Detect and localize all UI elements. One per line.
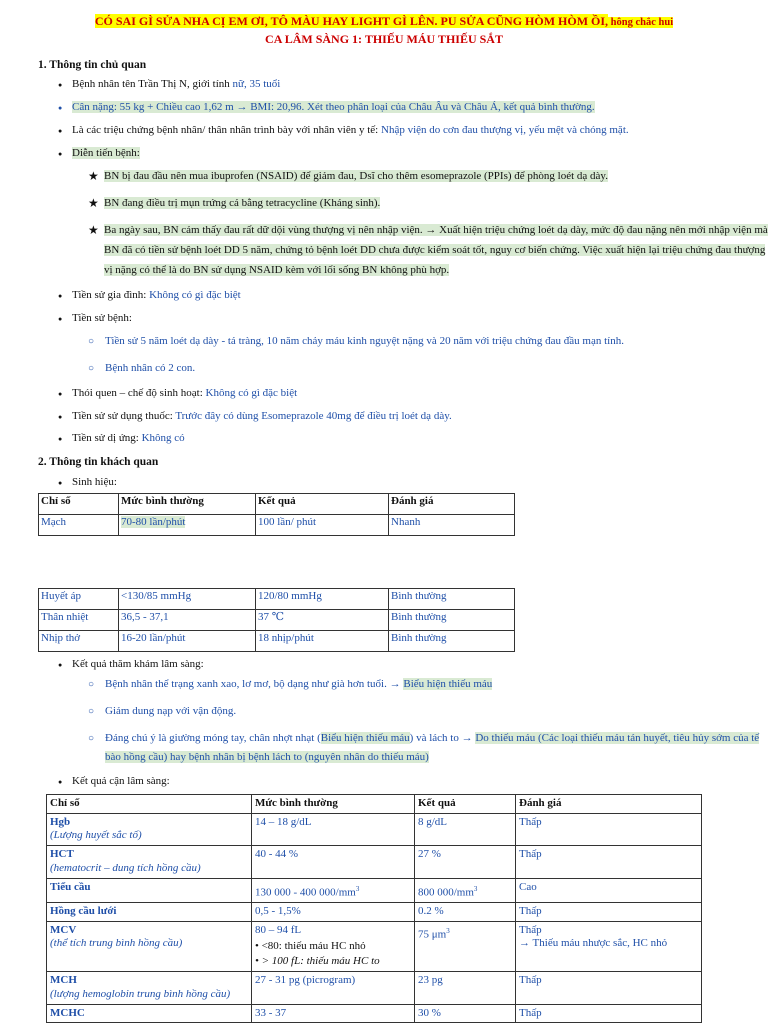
family-history-value: Không có gì đặc biệt xyxy=(149,289,241,302)
list-item xyxy=(88,702,768,721)
table-cell: 8 g/dL xyxy=(415,813,516,846)
header-line-1-tail: hông chắc hui xyxy=(608,17,674,28)
table-header-row xyxy=(39,494,515,515)
lab-desc: (hematocrit – dung tích hồng cầu) xyxy=(50,861,201,874)
finding-1: Bệnh nhân thể trạng xanh xao, lơ mơ, bộ dạng như già hơn tuổi. → xyxy=(105,678,404,690)
list-item xyxy=(58,289,768,303)
table-cell: 0.2 % xyxy=(415,902,516,921)
column-header: Đánh giá xyxy=(516,794,702,813)
medical-history-list xyxy=(72,332,768,378)
exam-list xyxy=(0,658,768,789)
history-item-1: Tiền sử 5 năm loét dạ dày - tá tràng, 10 năm chảy máu kinh nguyệt nặng và 20 năm với triệu chứng đau đầu mạn tính. xyxy=(105,334,624,347)
column-header: Kết quả xyxy=(256,494,389,515)
table-cell xyxy=(47,1004,252,1023)
table-cell xyxy=(415,921,516,972)
table-cell: Mạch xyxy=(39,515,119,536)
header-line-1-main: CÓ SAI GÌ SỬA NHA CỊ EM ƠI, TÔ MÀU HAY LIGHT GÌ LÊN. PU SỬA CŨNG HÒM HÒM ỒI, xyxy=(94,14,609,28)
column-header: Chỉ số xyxy=(39,494,119,515)
progress-item-2: BN đang điều trị mụn trứng cá bằng tetracycline (Kháng sinh). xyxy=(104,197,381,210)
lab-name: MCHC xyxy=(50,1006,85,1019)
vitals-label: Sinh hiệu: xyxy=(72,475,117,488)
finding-3-a: Đáng chú ý là giường móng tay, chân nhợt nhạt ( xyxy=(105,732,321,744)
family-history-label: Tiền sử gia đình: xyxy=(72,289,150,302)
lab-desc: (lượng hemoglobin trung bình hồng cầu) xyxy=(50,987,231,1000)
list-item xyxy=(88,359,768,378)
column-header: Chỉ số xyxy=(47,794,252,813)
table-cell xyxy=(252,878,415,902)
vitals-list xyxy=(0,476,768,490)
column-header: Kết quả xyxy=(415,794,516,813)
table-cell: Huyết áp xyxy=(39,589,119,610)
disease-progress-list xyxy=(72,166,768,280)
exam-label: Kết quả thăm khám lâm sàng: xyxy=(72,658,204,671)
habits-value: Không có gì đặc biệt xyxy=(205,386,298,399)
table-cell: 0,5 - 1,5% xyxy=(252,902,415,921)
finding-1-conclusion: Biểu hiện thiếu máu xyxy=(403,678,493,690)
history-item-2: Bệnh nhân có 2 con. xyxy=(105,361,196,374)
table-row xyxy=(47,846,702,879)
lab-desc: (Lượng huyết sắc tố) xyxy=(50,829,142,842)
list-item xyxy=(58,78,768,92)
table-cell: 27 - 31 pg (picrogram) xyxy=(252,972,415,1005)
allergy-value: Không có xyxy=(141,432,185,445)
case-title-text: CA LÂM SÀNG 1: THIẾU MÁU THIẾU SẮT xyxy=(265,32,503,46)
medical-history-label: Tiền sử bệnh: xyxy=(72,312,132,325)
table-cell: Bình thường xyxy=(389,610,515,631)
table-cell: Thấp xyxy=(516,813,702,846)
lab-name: MCV xyxy=(50,923,77,936)
table-cell: 16-20 lần/phút xyxy=(119,631,256,652)
table-cell: Thân nhiệt xyxy=(39,610,119,631)
table-cell: 33 - 37 xyxy=(252,1004,415,1023)
finding-2: Giảm dung nạp với vận động. xyxy=(105,705,237,717)
list-item xyxy=(58,387,768,401)
table-cell xyxy=(47,846,252,879)
table-row xyxy=(39,631,515,652)
table-cell: 27 % xyxy=(415,846,516,879)
exam-findings xyxy=(72,675,768,767)
table-row xyxy=(47,878,702,902)
table-cell: 120/80 mmHg xyxy=(256,589,389,610)
lab-desc: (thể tích trung bình hồng cầu) xyxy=(50,937,183,950)
table-cell xyxy=(415,878,516,902)
column-header: Mức bình thường xyxy=(252,794,415,813)
complaint-text: Nhập viện do cơn đau thượng vị, yếu mệt và chóng mặt. xyxy=(381,123,629,136)
table-cell: 36,5 - 37,1 xyxy=(119,610,256,631)
finding-3-e: (Các loại thiếu máu tán huyết, tiêu hủy sớm của tế bào hồng cầu) hay bệnh nhân bị bệnh lách to (nguyên nhân do thiếu máu) xyxy=(105,732,760,763)
range-value: 130 000 - 400 000/mm xyxy=(255,886,356,899)
list-item xyxy=(58,658,768,767)
column-header: Mức bình thường xyxy=(119,494,256,515)
bmi-text: Cân nặng: 55 kg + Chiều cao 1,62 m → BMI: 20,96. Xét theo phân loại của Châu Âu và Châu Á, kết quả bình thường. xyxy=(72,101,595,114)
table-cell: Nhịp thở xyxy=(39,631,119,652)
case-title xyxy=(0,32,768,50)
finding-3-b: Biểu hiện thiếu máu xyxy=(320,732,410,744)
table-row xyxy=(47,1004,702,1023)
result-exp: 3 xyxy=(446,926,450,935)
list-item xyxy=(58,147,768,281)
assessment: Thấp xyxy=(519,923,542,936)
table-cell xyxy=(119,515,256,536)
table-cell: Cao xyxy=(516,878,702,902)
range-note-2: • > 100 fL: thiếu máu HC to xyxy=(255,955,380,968)
table-cell: Thấp xyxy=(516,1004,702,1023)
progress-item-3: Ba ngày sau, BN cảm thấy đau rất dữ dội vùng thượng vị nên nhập viện. → Xuất hiện triệu chứng loét dạ dày, mức độ đau nặng nên mới nhập viện mà BN đã có tiền sử bệnh loét DD 5 năm, chứng tỏ bệnh loét DD chưa được kiểm soát tốt, nguy cơ biến chứng. Việc xuất hiện lại triệu chứng đau thượng vị nặng có thể là do BN sử dụng NSAID kèm với lối sống BN không phù hợp. xyxy=(104,224,768,277)
list-item xyxy=(58,101,768,115)
table-cell xyxy=(47,878,252,902)
vitals-table-top xyxy=(38,493,515,536)
table-cell: 40 - 44 % xyxy=(252,846,415,879)
habits-label: Thói quen – chế độ sinh hoạt: xyxy=(72,386,206,399)
table-cell: Nhanh xyxy=(389,515,515,536)
lab-name: Hồng cầu lưới xyxy=(50,904,117,917)
allergy-label: Tiền sử dị ứng: xyxy=(72,432,142,445)
table-cell: 100 lần/ phút xyxy=(256,515,389,536)
normal-range-value: 70-80 lần/phút xyxy=(121,516,186,529)
table-row xyxy=(47,972,702,1005)
progress-item-1: BN bị đau đầu nên mua ibuprofen (NSAID) để giảm đau, Dsĩ cho thêm esomeprazole (PPIs) để phòng loét dạ dày. xyxy=(104,170,608,183)
table-cell xyxy=(252,921,415,972)
table-row xyxy=(47,921,702,972)
table-cell: Bình thường xyxy=(389,589,515,610)
disease-progress-label: Diễn tiến bệnh: xyxy=(72,146,140,159)
range-value: 80 – 94 fL xyxy=(255,923,302,936)
lab-name: MCH xyxy=(50,974,77,987)
column-header: Đánh giá xyxy=(389,494,515,515)
page-gap xyxy=(0,536,768,588)
table-cell: 18 nhịp/phút xyxy=(256,631,389,652)
subjective-list xyxy=(0,78,768,446)
list-item xyxy=(88,166,768,186)
table-cell: <130/85 mmHg xyxy=(119,589,256,610)
assessment-note: → Thiếu máu nhược sắc, HC nhỏ xyxy=(519,937,668,950)
list-item xyxy=(58,410,768,424)
table-cell xyxy=(47,902,252,921)
table-header-row xyxy=(47,794,702,813)
table-cell: Thấp xyxy=(516,902,702,921)
list-item xyxy=(58,476,768,490)
result-exp: 3 xyxy=(473,884,478,893)
patient-gender-age: nữ, 35 tuổi xyxy=(232,78,281,91)
table-cell xyxy=(47,972,252,1005)
range-exp: 3 xyxy=(355,884,360,893)
result-value: 75 μm xyxy=(418,928,447,941)
table-row xyxy=(47,813,702,846)
drug-history-label: Tiền sử sử dụng thuốc: xyxy=(72,409,176,422)
complaint-label: Là các triệu chứng bệnh nhân/ thân nhân trình bày với nhân viên y tế: xyxy=(72,123,381,136)
table-cell: 30 % xyxy=(415,1004,516,1023)
lab-label: Kết quả cận lâm sàng: xyxy=(72,775,170,787)
list-item xyxy=(58,124,768,138)
list-item xyxy=(58,312,768,378)
section-1-title: 1. Thông tin chủ quan xyxy=(38,59,147,71)
table-row xyxy=(39,589,515,610)
lab-name: Tiểu cầu xyxy=(50,880,91,893)
list-item xyxy=(88,729,768,767)
table-cell xyxy=(516,921,702,972)
list-item xyxy=(88,332,768,351)
vitals-table-bottom xyxy=(38,588,515,652)
table-cell: 37 ℃ xyxy=(256,610,389,631)
table-row xyxy=(47,902,702,921)
lab-table xyxy=(46,794,702,1024)
list-item xyxy=(88,193,768,213)
table-cell: 23 pg xyxy=(415,972,516,1005)
drug-history-value: Trước đây có dùng Esomeprazole 40mg để điều trị loét dạ dày. xyxy=(175,409,452,422)
patient-name-text: Bệnh nhân tên Trần Thị N, giới tính xyxy=(72,78,233,91)
lab-name: Hgb xyxy=(50,815,71,828)
table-row xyxy=(39,610,515,631)
lab-name: HCT xyxy=(50,848,74,860)
table-cell: 14 – 18 g/dL xyxy=(252,813,415,846)
result-value: 800 000/mm xyxy=(418,886,474,899)
table-cell: Thấp xyxy=(516,846,702,879)
header-line-1 xyxy=(0,14,768,32)
range-note-1: • <80: thiếu máu HC nhỏ xyxy=(255,940,366,953)
section-2-title: 2. Thông tin khách quan xyxy=(38,456,159,469)
list-item xyxy=(58,432,768,446)
finding-3-c: ) và lách to → xyxy=(409,732,476,744)
table-cell xyxy=(47,921,252,972)
table-cell: Bình thường xyxy=(389,631,515,652)
list-item xyxy=(88,220,768,280)
list-item xyxy=(58,775,768,789)
table-cell xyxy=(47,813,252,846)
table-cell: Thấp xyxy=(516,972,702,1005)
table-row xyxy=(39,515,515,536)
list-item xyxy=(88,675,768,694)
finding-3-d: Do thiếu máu xyxy=(475,732,536,744)
